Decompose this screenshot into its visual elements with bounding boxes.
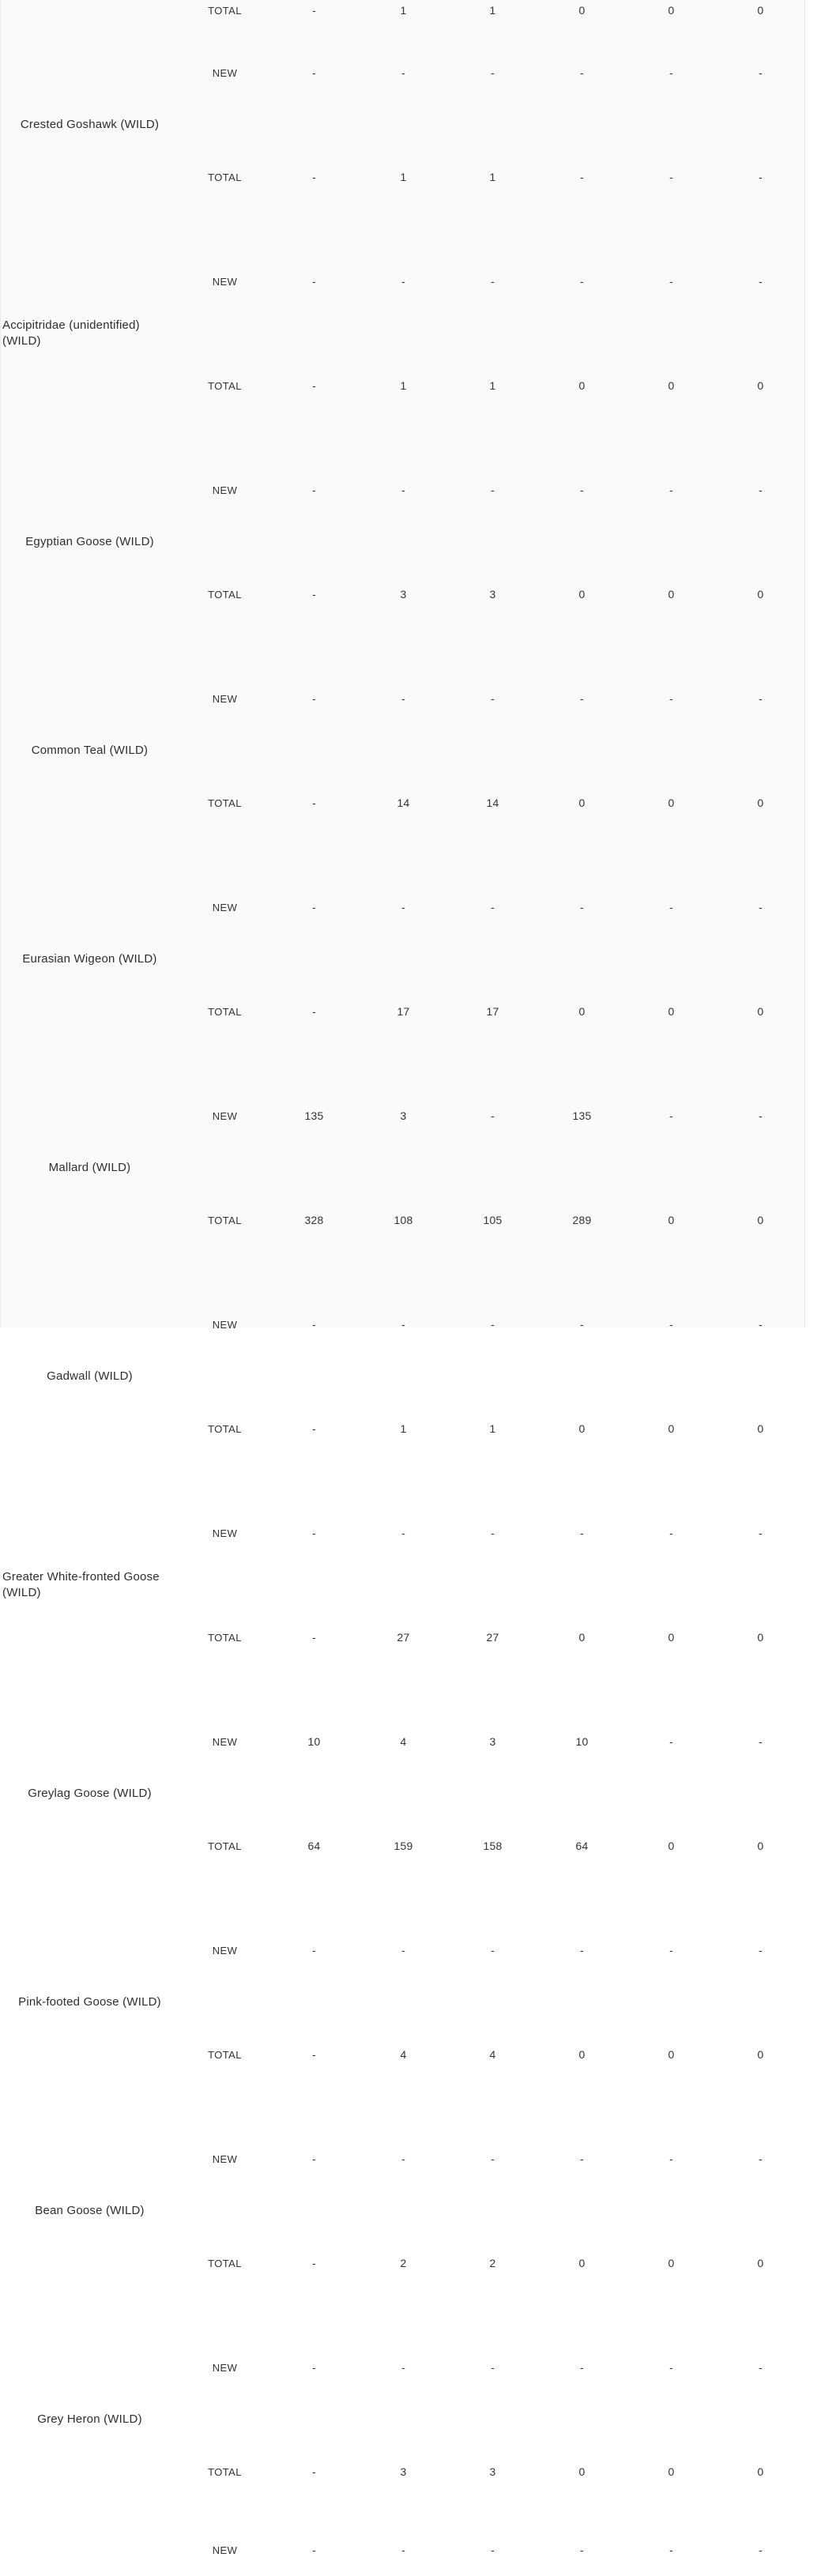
value-cell: -: [401, 692, 405, 705]
value-cell: 1: [400, 4, 407, 17]
value-cell: 108: [393, 1214, 413, 1226]
value-cell: 0: [757, 1214, 764, 1226]
table-body: [1, 0, 805, 2576]
value-cell: 0: [578, 4, 585, 17]
row-type: NEW: [212, 692, 238, 705]
value-cell: 3: [489, 2465, 496, 2478]
value-cell: 3: [489, 588, 496, 601]
value-cell: 4: [400, 2048, 407, 2061]
value-cell: 0: [668, 1840, 675, 1852]
value-cell: 1: [400, 171, 407, 183]
value-cell: -: [491, 2544, 495, 2556]
value-cell: 0: [757, 2257, 764, 2269]
value-cell: -: [580, 1318, 584, 1331]
row-type: NEW: [212, 1318, 238, 1331]
species-name: Egyptian Goose (WILD): [25, 535, 154, 548]
value-cell: -: [491, 2361, 495, 2374]
value-cell: -: [669, 692, 673, 705]
value-cell: 1: [489, 1422, 496, 1435]
row-type: TOTAL: [208, 1005, 242, 1018]
table-row: [1, 646, 805, 751]
value-cell: -: [401, 484, 405, 496]
value-cell: 1: [400, 379, 407, 392]
value-cell: 3: [489, 1735, 496, 1748]
value-cell: 2: [489, 2257, 496, 2269]
value-cell: -: [669, 1527, 673, 1539]
value-cell: 0: [668, 2048, 675, 2061]
species-name: Bean Goose (WILD): [35, 2204, 145, 2217]
row-type: TOTAL: [208, 4, 242, 17]
value-cell: -: [401, 2544, 405, 2556]
species-cell: [1, 0, 180, 21]
value-cell: 0: [757, 2465, 764, 2478]
value-cell: 0: [578, 797, 585, 809]
species-name: Eurasian Wigeon (WILD): [22, 952, 157, 966]
value-cell: -: [312, 171, 316, 183]
value-cell: -: [312, 1631, 316, 1644]
row-type: NEW: [212, 1735, 238, 1748]
table-row: [1, 1689, 805, 1794]
value-cell: -: [759, 901, 762, 913]
value-cell: 0: [578, 2465, 585, 2478]
row-type: TOTAL: [208, 1214, 242, 1226]
value-cell: 0: [668, 1422, 675, 1435]
value-cell: -: [401, 2361, 405, 2374]
table-row: [1, 1898, 805, 2002]
species-name: Common Teal (WILD): [31, 744, 149, 757]
table-row: [1, 0, 805, 21]
value-cell: 3: [400, 588, 407, 601]
value-cell: -: [491, 1318, 495, 1331]
value-cell: -: [312, 484, 316, 496]
value-cell: 0: [757, 1631, 764, 1644]
row-type: TOTAL: [208, 588, 242, 601]
value-cell: 3: [400, 2465, 407, 2478]
value-cell: 27: [486, 1631, 499, 1644]
value-cell: -: [580, 275, 584, 288]
value-cell: 3: [400, 1109, 407, 1122]
value-cell: 0: [578, 379, 585, 392]
table-row: [1, 855, 805, 959]
value-cell: 0: [578, 1422, 585, 1435]
value-cell: -: [669, 1735, 673, 1748]
value-cell: -: [401, 275, 405, 288]
value-cell: -: [669, 484, 673, 496]
row-type: NEW: [212, 275, 238, 288]
value-cell: -: [312, 2048, 316, 2061]
value-cell: 0: [757, 1840, 764, 1852]
value-cell: -: [312, 1527, 316, 1539]
value-cell: 17: [486, 1005, 499, 1018]
value-cell: 0: [668, 4, 675, 17]
species-name: Mallard (WILD): [48, 1161, 131, 1174]
value-cell: 1: [400, 1422, 407, 1435]
value-cell: -: [312, 2361, 316, 2374]
row-type: NEW: [212, 2152, 238, 2165]
value-cell: 158: [483, 1840, 503, 1852]
value-cell: 0: [578, 588, 585, 601]
value-cell: -: [312, 901, 316, 913]
value-cell: -: [401, 901, 405, 913]
table-row: [1, 21, 805, 125]
row-type: NEW: [212, 901, 238, 913]
value-cell: -: [669, 1944, 673, 1956]
species-name: Crested Goshawk (WILD): [20, 118, 160, 131]
value-cell: 105: [483, 1214, 503, 1226]
value-cell: 328: [304, 1214, 324, 1226]
value-cell: -: [491, 275, 495, 288]
table-row: [1, 2315, 805, 2420]
value-cell: -: [759, 1735, 762, 1748]
table-row: [1, 1064, 805, 1168]
table-row: [1, 1272, 805, 1377]
value-cell: 159: [393, 1840, 413, 1852]
value-cell: -: [491, 1944, 495, 1956]
value-cell: -: [580, 692, 584, 705]
table-row: [1, 2107, 805, 2211]
value-cell: -: [580, 484, 584, 496]
value-cell: 10: [307, 1735, 321, 1748]
row-type: TOTAL: [208, 797, 242, 809]
value-cell: 0: [757, 2048, 764, 2061]
value-cell: -: [580, 2152, 584, 2165]
value-cell: 10: [575, 1735, 589, 1748]
value-cell: -: [312, 4, 316, 17]
table-row: [1, 2524, 805, 2576]
value-cell: 0: [668, 1631, 675, 1644]
value-cell: 27: [397, 1631, 410, 1644]
value-cell: -: [580, 1944, 584, 1956]
value-cell: -: [401, 2152, 405, 2165]
value-cell: 0: [757, 588, 764, 601]
table-row: [1, 438, 805, 542]
species-name: Accipitridae (unidentified) (WILD): [2, 318, 140, 348]
species-name: Gadwall (WILD): [47, 1369, 133, 1383]
value-cell: -: [312, 2544, 316, 2556]
value-cell: -: [759, 171, 762, 183]
value-cell: 0: [668, 588, 675, 601]
row-type: NEW: [212, 1109, 238, 1122]
value-cell: 64: [575, 1840, 589, 1852]
value-cell: -: [759, 1318, 762, 1331]
value-cell: 0: [668, 2465, 675, 2478]
species-name: Greylag Goose (WILD): [28, 1787, 152, 1800]
row-type: NEW: [212, 2361, 238, 2374]
value-cell: -: [669, 901, 673, 913]
value-cell: -: [312, 797, 316, 809]
value-cell: -: [312, 275, 316, 288]
value-cell: -: [312, 2257, 316, 2269]
value-cell: -: [759, 692, 762, 705]
value-cell: 0: [757, 379, 764, 392]
value-cell: -: [759, 2152, 762, 2165]
value-cell: -: [759, 1527, 762, 1539]
value-cell: 0: [668, 1005, 675, 1018]
value-cell: 1: [489, 379, 496, 392]
value-cell: -: [312, 2465, 316, 2478]
row-type: TOTAL: [208, 2048, 242, 2061]
value-cell: 1: [489, 4, 496, 17]
row-type: NEW: [212, 2544, 238, 2556]
value-cell: -: [669, 2361, 673, 2374]
value-cell: 0: [578, 1631, 585, 1644]
row-type: TOTAL: [208, 1422, 242, 1435]
value-cell: -: [312, 66, 316, 79]
value-cell: 0: [757, 4, 764, 17]
species-counts-table: [1, 0, 805, 2576]
value-cell: 0: [757, 1422, 764, 1435]
value-cell: 289: [572, 1214, 592, 1226]
value-cell: 135: [572, 1109, 592, 1122]
species-name: Grey Heron (WILD): [37, 2412, 142, 2426]
row-type: NEW: [212, 1944, 238, 1956]
value-cell: -: [580, 171, 584, 183]
value-cell: 0: [668, 2257, 675, 2269]
value-cell: 0: [578, 1005, 585, 1018]
species-name: Pink-footed Goose (WILD): [18, 1995, 161, 2009]
value-cell: -: [312, 1005, 316, 1018]
value-cell: -: [401, 1527, 405, 1539]
value-cell: 0: [757, 797, 764, 809]
row-type: TOTAL: [208, 2257, 242, 2269]
value-cell: -: [669, 1318, 673, 1331]
value-cell: 4: [400, 1735, 407, 1748]
value-cell: 64: [307, 1840, 321, 1852]
value-cell: -: [580, 2544, 584, 2556]
value-cell: -: [491, 2152, 495, 2165]
value-cell: -: [312, 588, 316, 601]
value-cell: -: [669, 275, 673, 288]
value-cell: -: [312, 1422, 316, 1435]
value-cell: -: [491, 901, 495, 913]
value-cell: -: [491, 1109, 495, 1122]
row-type: TOTAL: [208, 1840, 242, 1852]
row-type: NEW: [212, 1527, 238, 1539]
table-row: [1, 229, 805, 333]
value-cell: -: [759, 66, 762, 79]
value-cell: -: [312, 379, 316, 392]
value-cell: -: [491, 692, 495, 705]
value-cell: 135: [304, 1109, 324, 1122]
value-cell: -: [759, 2544, 762, 2556]
value-cell: -: [759, 2361, 762, 2374]
value-cell: -: [759, 275, 762, 288]
row-type: TOTAL: [208, 2465, 242, 2478]
value-cell: 0: [668, 797, 675, 809]
row-type: NEW: [212, 484, 238, 496]
species-name: Greater White-fronted Goose (WILD): [2, 1570, 160, 1599]
value-cell: 14: [397, 797, 410, 809]
species-cell: [1, 2524, 180, 2576]
row-type: TOTAL: [208, 379, 242, 392]
value-cell: 0: [757, 1005, 764, 1018]
value-cell: -: [669, 2152, 673, 2165]
value-cell: 0: [668, 379, 675, 392]
row-type: TOTAL: [208, 171, 242, 183]
value-cell: -: [312, 1318, 316, 1331]
value-cell: 1: [489, 171, 496, 183]
value-cell: 0: [578, 2048, 585, 2061]
value-cell: -: [669, 2544, 673, 2556]
value-cell: 4: [489, 2048, 496, 2061]
value-cell: -: [312, 1944, 316, 1956]
value-cell: -: [580, 901, 584, 913]
value-cell: 0: [668, 1214, 675, 1226]
value-cell: -: [491, 484, 495, 496]
value-cell: 14: [486, 797, 499, 809]
value-cell: 2: [400, 2257, 407, 2269]
value-cell: -: [669, 171, 673, 183]
value-cell: -: [491, 1527, 495, 1539]
value-cell: -: [580, 1527, 584, 1539]
value-cell: -: [401, 1318, 405, 1331]
value-cell: -: [580, 66, 584, 79]
table-row: [1, 1481, 805, 1585]
value-cell: -: [312, 692, 316, 705]
value-cell: -: [669, 1109, 673, 1122]
value-cell: -: [312, 2152, 316, 2165]
value-cell: -: [759, 484, 762, 496]
value-cell: -: [759, 1944, 762, 1956]
value-cell: 0: [578, 2257, 585, 2269]
row-type: NEW: [212, 66, 238, 79]
value-cell: -: [580, 2361, 584, 2374]
value-cell: 17: [397, 1005, 410, 1018]
value-cell: -: [669, 66, 673, 79]
row-type: TOTAL: [208, 1631, 242, 1644]
value-cell: -: [491, 66, 495, 79]
value-cell: -: [759, 1109, 762, 1122]
value-cell: -: [401, 66, 405, 79]
value-cell: -: [401, 1944, 405, 1956]
